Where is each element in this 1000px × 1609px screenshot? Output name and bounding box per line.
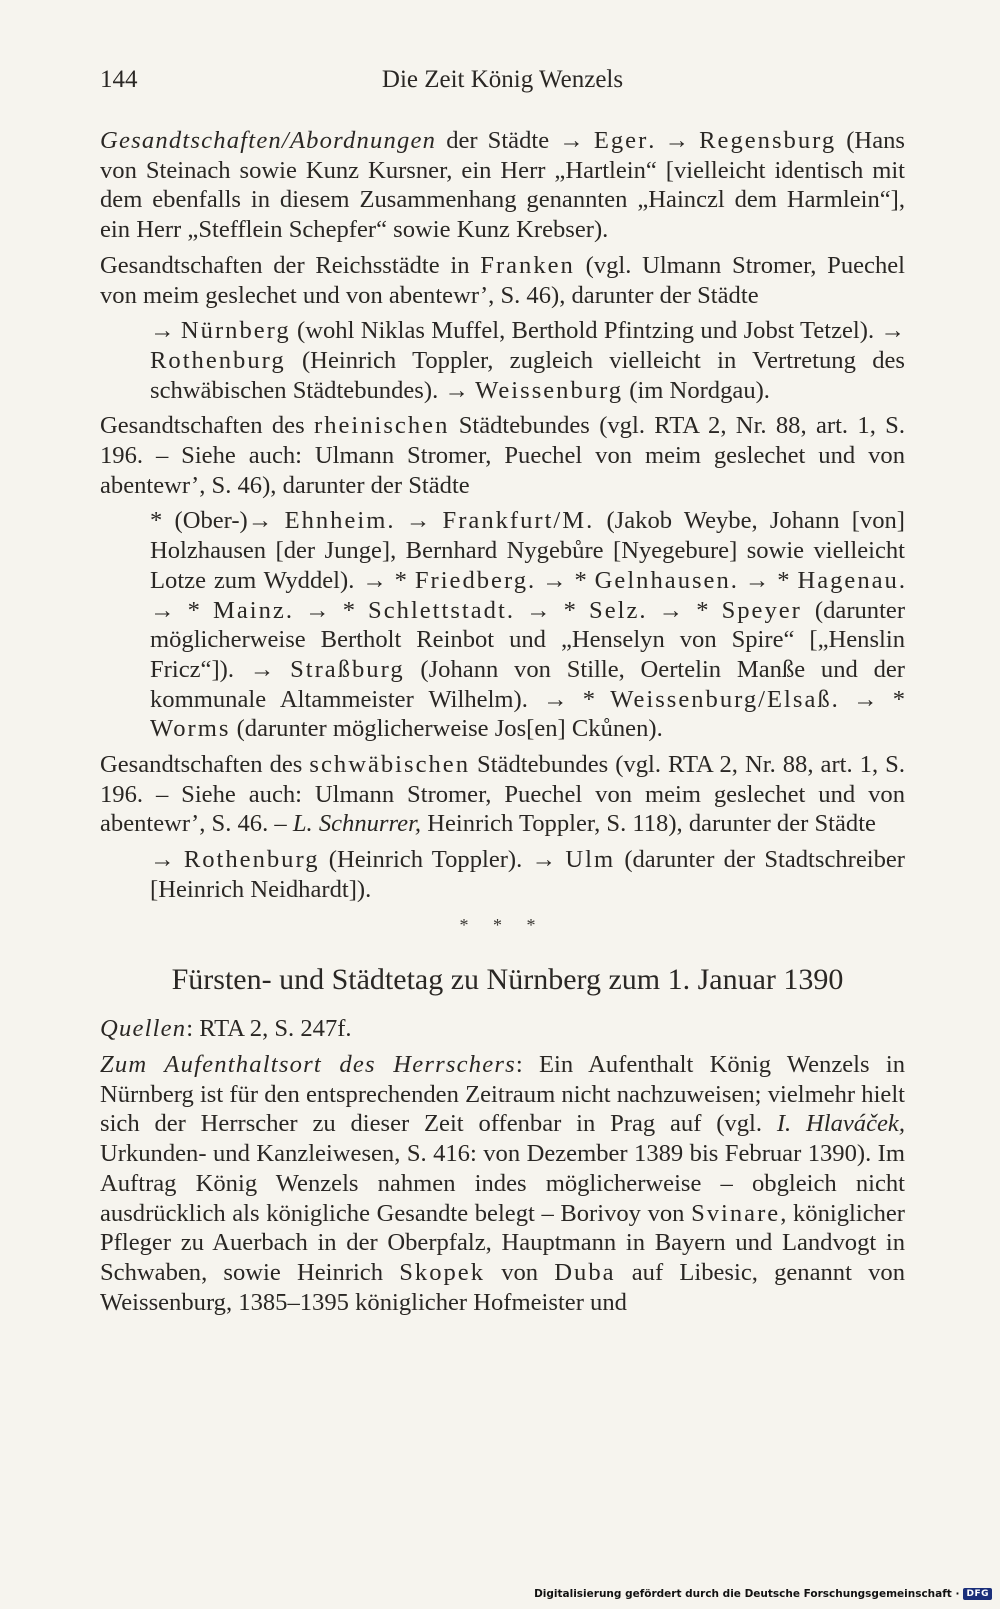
text-run: Weissenburg/Elsaß: [610, 685, 832, 713]
text-run: (darunter der Stadtschreiber [Heinrich Neidhardt]).: [150, 846, 906, 903]
text-run: Friedberg: [414, 566, 529, 594]
text-run: Hagenau: [797, 566, 899, 594]
section-divider-stars: * * *: [459, 914, 546, 935]
section-body: [100, 1014, 905, 1317]
text-run: (darunter möglicherweise Bertholt Reinbot und „Henselyn von Spire“ [„Henslin Fricz“]). →: [150, 596, 906, 683]
text-run: (darunter möglicherweise Jos[en] Ckůnen).: [230, 715, 663, 743]
text-run: rheinischen: [314, 412, 450, 440]
text-run: . → *: [639, 596, 722, 624]
text-run: Schlettstadt: [368, 596, 507, 624]
text-run: . → *: [285, 596, 369, 624]
dfg-logo: DFG: [963, 1588, 992, 1600]
embassies-list: [100, 126, 905, 905]
paragraph: [100, 411, 905, 500]
text-run: * (Ober-)→: [150, 507, 285, 535]
text-run: Zum Aufenthaltsort des Herrschers: [100, 1050, 516, 1078]
running-title: Die Zeit König Wenzels: [381, 66, 624, 93]
text-run: . → *: [528, 566, 595, 594]
paragraph: [100, 506, 905, 744]
text-run: Städtebundes (vgl. RTA 2, Nr. 88, art. 1, S. 196. – Siehe auch: Ulmann Stromer, Puechel von meim geslechet und von abentewr’, S. 46), darunter der Städte: [100, 412, 906, 499]
footer-credit: [534, 1585, 992, 1603]
text-run: (Heinrich Toppler, zugleich vielleicht in Vertretung des schwäbischen Städtebundes). →: [150, 346, 905, 404]
text-run: Weissenburg: [475, 376, 624, 404]
text-run: Skopek: [399, 1258, 485, 1286]
text-run: →: [150, 317, 181, 345]
text-run: Gesandtschaften der Reichsstädte in: [100, 251, 481, 279]
text-run: Rothenburg: [183, 846, 320, 874]
text-run: Franken: [480, 251, 575, 279]
paragraph: [100, 845, 905, 904]
text-run: Städtebundes (vgl. RTA 2, Nr. 88, art. 1, S. 196. – Siehe auch: Ulmann Stromer, Puechel von meim geslechet und von abentewr’, S. 46. –: [100, 751, 905, 838]
page-number: 144: [100, 66, 138, 93]
text-run: Ehnheim: [284, 507, 388, 535]
running-head: [100, 66, 905, 102]
text-run: Frankfurt/M.: [442, 507, 595, 535]
text-run: I. Hlaváček,: [776, 1110, 905, 1138]
text-run: Quellen: [100, 1015, 187, 1043]
text-run: Svinare: [691, 1199, 781, 1227]
paragraph: [100, 1014, 905, 1044]
paragraph: [100, 316, 905, 405]
paragraph: [100, 1050, 905, 1317]
text-run: . →: [387, 507, 443, 535]
text-run: . → *: [831, 685, 905, 713]
text-run: . → *: [506, 596, 590, 624]
paragraph: [100, 750, 905, 839]
text-run: von: [485, 1258, 555, 1286]
text-run: . → *: [150, 566, 905, 624]
text-run: der Städte →: [436, 127, 594, 154]
text-run: . →: [648, 127, 700, 154]
footer-credit-text: Digitalisierung gefördert durch die Deutsche Forschungsgemeinschaft ·: [534, 1588, 960, 1600]
text-run: : RTA 2, S. 247f.: [186, 1015, 352, 1043]
paragraph: [100, 126, 905, 245]
text-run: Worms: [150, 715, 231, 743]
text-run: (im Nordgau).: [623, 376, 770, 404]
text-run: Urkunden- und Kanzleiwesen, S. 416: von Dezember 1389 bis Februar 1390). Im Auftrag König Wenzels nahmen indes möglicherweise – obgleich nicht ausdrücklich als königliche Gesandte belegt – Borivoy von: [100, 1140, 905, 1227]
text-run: : Ein Aufenthalt König Wenzels in Nürnberg ist für den entsprechenden Zeitraum nicht nachzuweisen; vielmehr hielt sich der Herrscher zu dieser Zeit offenbar in Prag auf (vgl.: [100, 1050, 905, 1138]
text-run: Eger: [593, 127, 649, 154]
text-run: Heinrich Toppler, S. 118), darunter der Städte: [421, 810, 876, 838]
text-run: Regensburg: [699, 127, 837, 154]
text-run: (wohl Niklas Muffel, Berthold Pfintzing und Jobst Tetzel). →: [290, 317, 905, 345]
body-text: [100, 126, 905, 1323]
text-run: Rothenburg: [150, 346, 286, 374]
text-run: Gelnhausen: [594, 566, 731, 594]
text-run: Gesandtschaften des: [100, 412, 314, 440]
section-title: Fürsten- und Städtetag zu Nürnberg zum 1. Januar 1390: [171, 963, 844, 997]
text-run: . → *: [730, 566, 798, 594]
text-run: Selz: [589, 596, 640, 624]
text-run: (Hans von Steinach sowie Kunz Kursner, ein Herr „Hartlein“ [vielleicht identisch mit dem ebenfalls in diesem Zusammenhang genannten „Hainczl dem Harmlein“], ein Herr „Stefflein Schepfer“ sowie Kunz Krebser).: [100, 127, 905, 244]
paragraph: [100, 251, 905, 310]
text-run: (Jakob Weybe, Johann [von] Holzhausen [der Junge], Bernhard Nygebůre [Nyegebure] sowie vielleicht Lotze zum Wyddel). → *: [150, 507, 906, 594]
text-run: Mainz: [213, 596, 286, 624]
text-run: schwäbischen: [309, 751, 470, 779]
text-run: Ulm: [565, 846, 616, 874]
text-run: Speyer: [721, 596, 802, 624]
text-run: Straßburg: [290, 655, 405, 683]
text-run: (Heinrich Toppler). →: [319, 846, 566, 874]
text-run: Gesandtschaften/Abordnungen: [100, 127, 437, 154]
text-run: Duba: [554, 1258, 616, 1286]
text-run: →: [150, 846, 184, 874]
text-run: , königlicher Pfleger zu Auerbach in der Oberpfalz, Hauptmann in Bayern und Landvogt in Schwaben, sowie Heinrich: [100, 1199, 905, 1286]
text-run: Gesandtschaften des: [100, 751, 310, 779]
text-run: auf Libesic, genannt von Weissenburg, 1385–1395 königlicher Hofmeister und: [100, 1258, 906, 1316]
text-run: L. Schnurrer,: [292, 810, 422, 838]
text-run: (Johann von Stille, Oertelin Manße und der kommunale Altammeister Wilhelm). → *: [150, 655, 905, 713]
text-run: Nürnberg: [180, 317, 291, 345]
text-run: (vgl. Ulmann Stromer, Puechel von meim geslechet und von abentewr’, S. 46), darunter der Städte: [100, 251, 905, 309]
